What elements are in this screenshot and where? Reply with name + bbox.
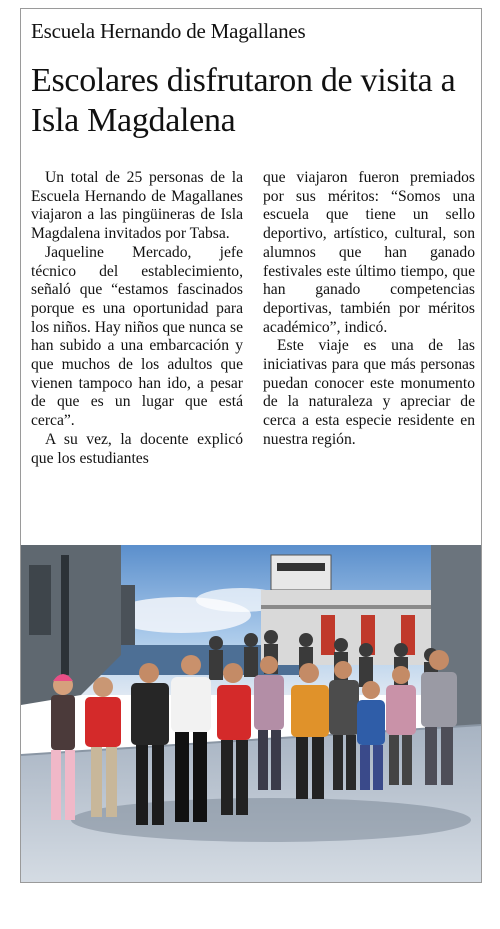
column-left <box>31 169 243 468</box>
article-headline: Escolares disfrutaron de visita a Isla Magdalena <box>31 62 456 139</box>
newspaper-clipping <box>20 8 482 883</box>
group-photo-on-ship <box>21 545 481 882</box>
paragraph-3-continued: que viajaron fueron premiados por sus méritos: “Somos una escuela que tiene un sello deportivo, artístico, cultural, son alumnos que han ganado festivales este último tiempo, que han ganado competencias deportivas, también por méritos académico”, indicó. <box>263 169 475 336</box>
paragraph-3: A su vez, la docente explicó que los estudiantes <box>31 430 243 467</box>
paragraph-2: Jaqueline Mercado, jefe técnico del establecimiento, señaló que “estamos fascinados porque es una oportunidad para los niños. Hay niños que nunca se han subido a una embarcación y que muchos de los adultos que vienen tampoco han ido, a pesar de que es un lugar que está cerca”. <box>31 243 243 430</box>
article-kicker: Escuela Hernando de Magallanes <box>31 19 306 43</box>
photo-illustration <box>21 545 481 882</box>
column-right <box>263 169 475 450</box>
ship-bridge <box>271 555 331 590</box>
paragraph-1: Un total de 25 personas de la Escuela Hernando de Magallanes viajaron a las pingüineras de Isla Magdalena invitados por Tabsa. <box>31 169 243 243</box>
paragraph-4: Este viaje es una de las iniciativas para que más personas puedan conocer este monumento de la naturaleza y apreciar de cerca a esta especie residente en nuestra región. <box>263 337 475 448</box>
